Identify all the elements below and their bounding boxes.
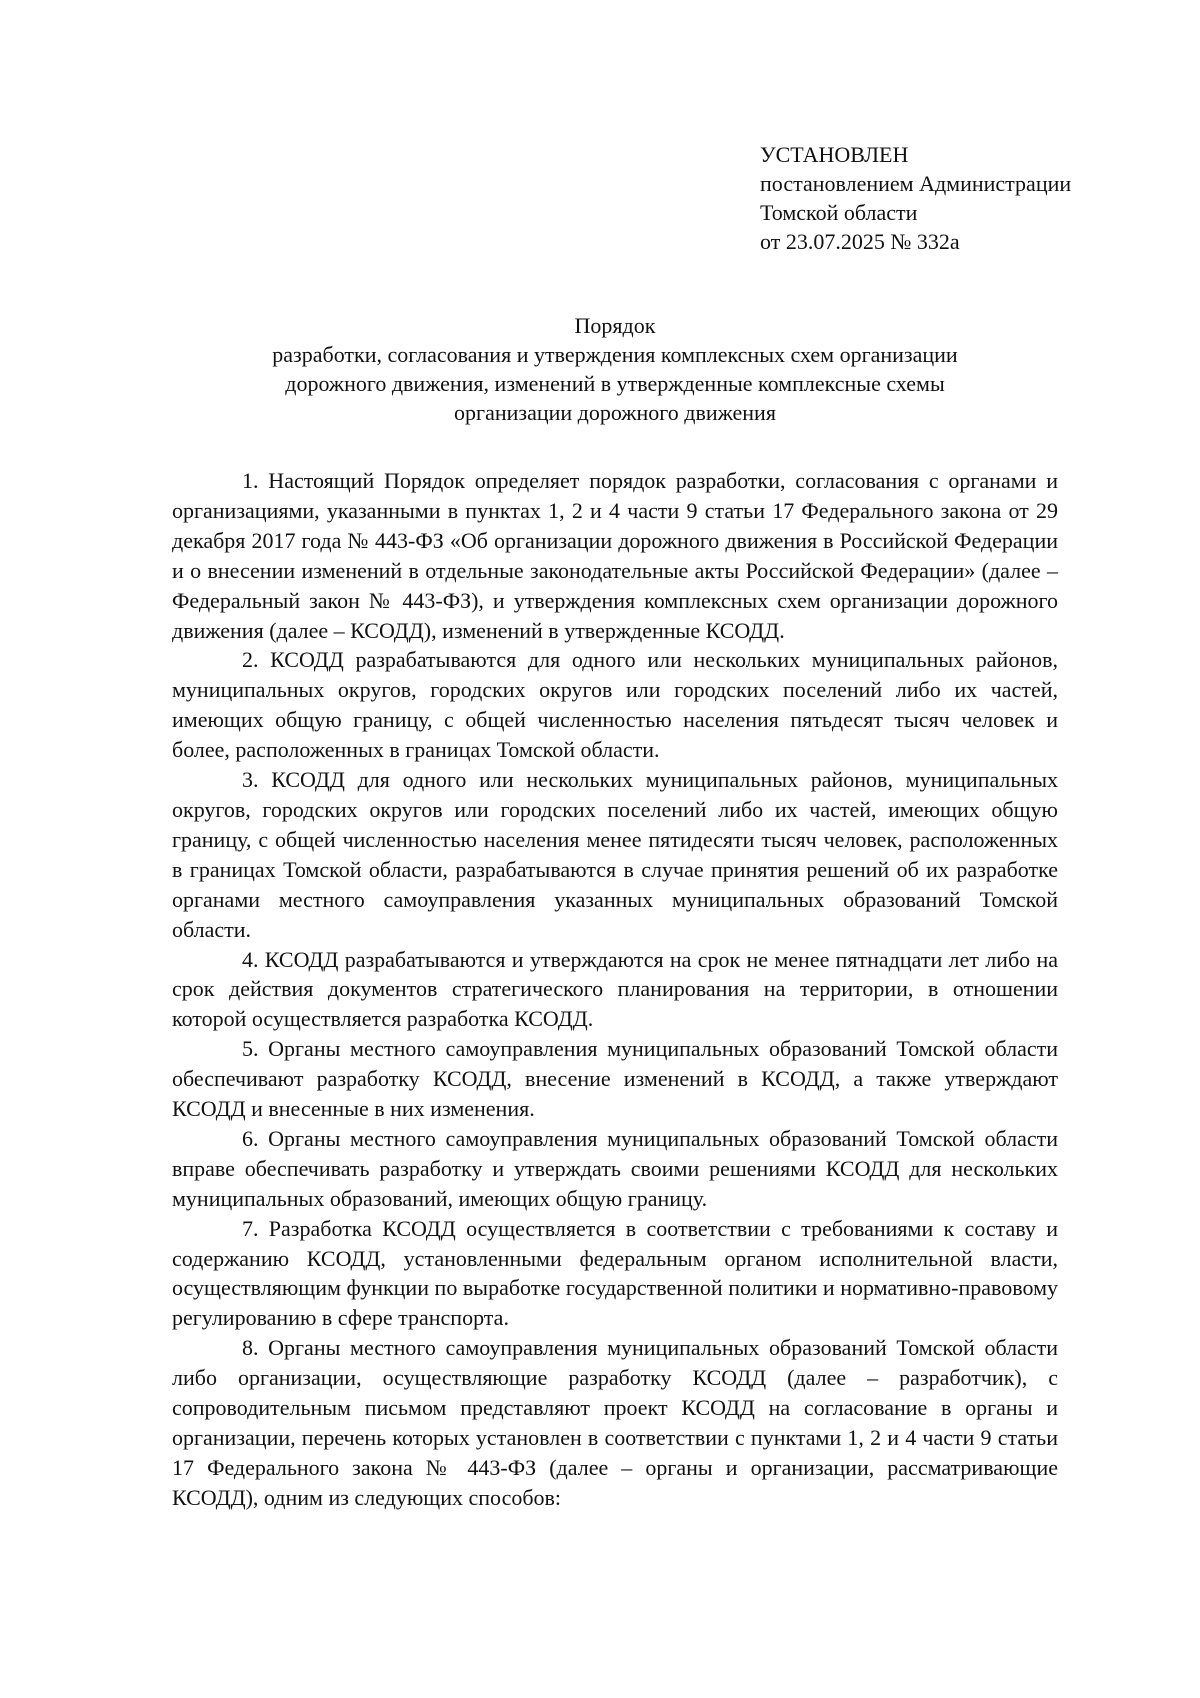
title-subtitle-line-3: организации дорожного движения bbox=[454, 400, 776, 425]
paragraph-7: 7. Разработка КСОДД осуществляется в соответствии с требованиями к составу и содержанию КСОДД, установленными федеральным органом исполнительной власти, осуществляющим функции по выработке государственной политики и нормативно-правовому регулированию в сфере транспорта. bbox=[172, 1215, 1058, 1331]
approval-line-2: постановлением Администрации bbox=[760, 171, 1072, 196]
title-subtitle-line-1: разработки, согласования и утверждения комплексных схем организации bbox=[272, 342, 958, 367]
paragraph-5: 5. Органы местного самоуправления муниципальных образований Томской области обеспечивают разработку КСОДД, внесение изменений в КСОДД, а также утверждают КСОДД и внесенные в них изменения. bbox=[172, 1036, 1058, 1122]
document-body bbox=[172, 466, 1058, 1513]
paragraph-4: 4. КСОДД разрабатываются и утверждаются на срок не менее пятнадцати лет либо на срок действия документов стратегического планирования на территории, в отношении которой осуществляется разработка КСОДД. bbox=[172, 946, 1058, 1032]
approval-line-1: УСТАНОВЛЕН bbox=[760, 142, 909, 167]
approval-line-4: от 23.07.2025 № 332а bbox=[760, 229, 960, 254]
paragraph-6: 6. Органы местного самоуправления муниципальных образований Томской области вправе обеспечивать разработку и утверждать своими решениями КСОДД для нескольких муниципальных образований, имеющих общую границу. bbox=[172, 1125, 1058, 1211]
approval-stamp bbox=[760, 140, 1071, 256]
paragraph-8: 8. Органы местного самоуправления муниципальных образований Томской области либо организации, осуществляющие разработку КСОДД (далее – разработчик), с сопроводительным письмом представляют проект КСОДД на согласование в органы и организации, перечень которых установлен в соответствии с пунктами 1, 2 и 4 части 9 статьи 17 Федерального закона № 443-ФЗ (далее – органы и организации, рассматривающие КСОДД), одним из следующих способов: bbox=[172, 1335, 1058, 1510]
title-subtitle-line-2: дорожного движения, изменений в утвержденные комплексные схемы bbox=[285, 371, 945, 396]
approval-line-3: Томской области bbox=[760, 200, 918, 225]
document-title bbox=[172, 311, 1058, 427]
paragraph-1: 1. Настоящий Порядок определяет порядок разработки, согласования с органами и организациями, указанными в пунктах 1, 2 и 4 части 9 статьи 17 Федерального закона от 29 декабря 2017 года № 443-ФЗ «Об организации дорожного движения в Российской Федерации и о внесении изменений в отдельные законодательные акты Российской Федерации» (далее – Федеральный закон № 443-ФЗ), и утверждения комплексных схем организации дорожного движения (далее – КСОДД), изменений в утвержденные КСОДД. bbox=[172, 468, 1058, 643]
paragraph-3: 3. КСОДД для одного или нескольких муниципальных районов, муниципальных округов, городских округов или городских поселений либо их частей, имеющих общую границу, с общей численностью населения менее пятидесяти тысяч человек, расположенных в границах Томской области, разрабатываются в случае принятия решений об их разработке органами местного самоуправления указанных муниципальных образований Томской области. bbox=[172, 767, 1058, 942]
paragraph-2: 2. КСОДД разрабатываются для одного или нескольких муниципальных районов, муниципальных округов, городских округов или городских поселений либо их частей, имеющих общую границу, с общей численностью населения пятьдесят тысяч человек и более, расположенных в границах Томской области. bbox=[172, 647, 1058, 763]
title-heading: Порядок bbox=[574, 313, 656, 338]
